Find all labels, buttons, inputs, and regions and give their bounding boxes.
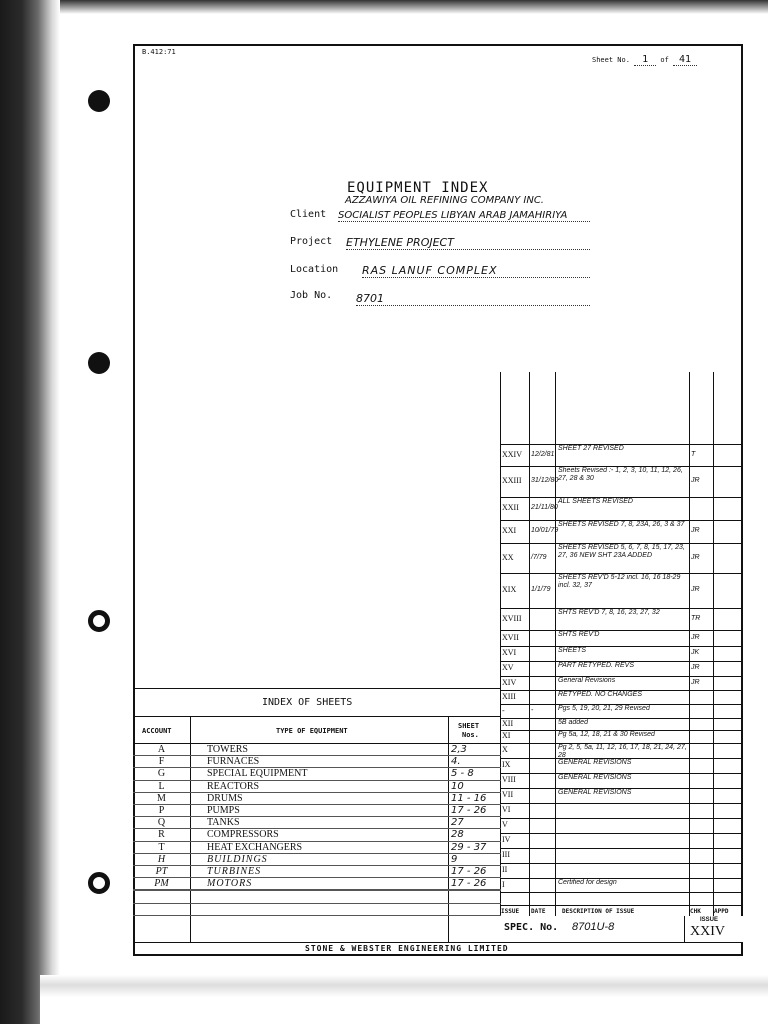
rev-checked: JK (691, 649, 700, 656)
sheet-nos: 28 (451, 829, 464, 841)
revision-row (500, 803, 743, 818)
account-code: PT (155, 866, 168, 877)
rev-checked: JR (691, 553, 700, 561)
revision-row (500, 848, 743, 863)
rev-appd-header: APPD (714, 908, 729, 915)
equipment-type: COMPRESSORS (207, 829, 279, 841)
rev-date: - (531, 706, 534, 714)
revision-row (500, 543, 743, 573)
table-row (133, 842, 501, 854)
page-title: EQUIPMENT INDEX (347, 180, 489, 196)
punch-hole (88, 610, 110, 632)
sheet-nos: 9 (451, 853, 458, 865)
rev-description: GENERAL REVISIONS (558, 774, 632, 781)
revision-row (500, 833, 743, 848)
rev-issue: X (502, 745, 508, 754)
revision-row (500, 661, 743, 676)
project-value: ETHYLENE PROJECT (346, 236, 590, 250)
client-line2: SOCIALIST PEOPLES LIBYAN ARAB JAMAHIRIYA (338, 210, 590, 222)
rev-issue: XIII (502, 691, 516, 701)
revision-row (500, 497, 743, 520)
rev-desc-header: DESCRIPTION OF ISSUE (562, 908, 635, 915)
of-label: of (660, 56, 669, 64)
rev-date: /7/79 (531, 553, 547, 561)
spec-divider (684, 916, 685, 942)
revision-row (500, 818, 743, 833)
rev-description: SHEETS REVISED 5, 6, 7, 8, 15, 17, 23, 27, 36 NEW SHT 23A ADDED (558, 544, 685, 559)
equipment-type: TANKS (207, 817, 240, 829)
job-value: 8701 (356, 292, 590, 306)
col-type-header: TYPE OF EQUIPMENT (276, 727, 348, 735)
revision-row (500, 788, 743, 803)
table-row (133, 817, 501, 829)
rev-chk-header: CHK (690, 908, 701, 915)
revision-row (500, 630, 743, 646)
account-code: Q (157, 817, 166, 829)
rev-date: 10/01/79 (531, 527, 559, 534)
rev-issue: VI (502, 805, 511, 814)
rev-checked: JR (691, 586, 700, 593)
empty-row-rule (133, 903, 501, 904)
revision-row (500, 878, 743, 892)
revision-row (500, 676, 743, 690)
table-row (133, 829, 501, 841)
rev-description: Pgs 5, 19, 20, 21, 29 Revised (558, 705, 650, 712)
rev-checked: JR (691, 633, 700, 641)
revision-row (500, 730, 743, 743)
table-row (133, 793, 501, 805)
rev-description: SHEETS REV'D 5-12 incl. 16, 16 18-29 incl. 32, 37 (558, 574, 681, 589)
rev-description: SHEET 27 REVISED (558, 445, 624, 452)
rev-checked: JR (691, 664, 700, 671)
rev-description: Pg 2, 5, 5a, 11, 12, 16, 17, 18, 21, 24, 27, 28 (558, 744, 687, 759)
rev-description: SHEETS REVISED 7, 8, 23A, 26, 3 & 37 (558, 521, 685, 528)
sheet-nos: 17 - 26 (451, 866, 487, 877)
rev-description: GENERAL REVISIONS (558, 759, 632, 766)
rev-issue: XI (502, 731, 511, 740)
rev-checked: JR (691, 527, 700, 534)
account-code: P (158, 805, 165, 816)
rev-description: SHTS REV'D (558, 631, 600, 638)
sheet-nos: 2,3 (451, 744, 467, 755)
punch-hole (88, 872, 110, 894)
rev-issue: XX (502, 552, 514, 562)
scan-top-edge (0, 0, 768, 14)
equipment-type: MOTORS (207, 878, 253, 890)
table-row (133, 768, 501, 780)
col-sheet-sub-header: Nos. (462, 731, 479, 739)
rev-description: PART RETYPED. REVS (558, 662, 634, 669)
rev-issue: IV (502, 835, 511, 844)
revision-row (500, 573, 743, 608)
rev-checked: JR (691, 678, 700, 686)
rev-checked: JR (691, 477, 700, 484)
rev-issue: III (502, 850, 510, 859)
job-label: Job No. (290, 290, 333, 301)
scan-bottom-edge (40, 975, 768, 1024)
company-footer: STONE & WEBSTER ENGINEERING LIMITED (305, 944, 509, 953)
index-top-rule (133, 688, 501, 689)
sheet-nos: 27 (451, 817, 464, 829)
sheet-label: Sheet No. (592, 56, 630, 64)
rev-date-header: DATE (531, 908, 546, 915)
revision-row (500, 773, 743, 788)
index-title: INDEX OF SHEETS (262, 697, 353, 708)
rev-issue: XXIV (502, 449, 522, 459)
table-row (133, 854, 501, 866)
revision-row (500, 704, 743, 718)
revision-row (500, 466, 743, 497)
equipment-type: REACTORS (207, 780, 260, 792)
account-code: T (158, 841, 165, 853)
rev-issue: XIX (502, 585, 517, 594)
doc-ref: B.412:71 (142, 48, 176, 56)
rev-issue-header: ISSUE (501, 908, 520, 915)
table-row (133, 756, 501, 768)
empty-row-rule (133, 915, 501, 916)
spec-label: SPEC. No. (504, 922, 559, 933)
rev-row-rule (500, 892, 743, 893)
client-line1: AZZAWIYA OIL REFINING COMPANY INC. (345, 195, 544, 206)
issue-value: XXIV (690, 924, 725, 939)
index-title-rule (133, 716, 501, 717)
col-account-header: ACCOUNT (142, 727, 172, 735)
footer-top-rule (133, 942, 743, 943)
account-code: G (157, 768, 166, 780)
sheet-nos: 29 - 37 (451, 841, 487, 853)
rev-issue: XII (502, 718, 514, 728)
scan-left-edge (0, 0, 60, 1024)
sheet-nos: 4. (451, 756, 461, 768)
revision-row (500, 608, 743, 630)
revision-row (500, 646, 743, 661)
equipment-type: SPECIAL EQUIPMENT (207, 768, 308, 780)
punch-hole (88, 352, 110, 374)
rev-issue: II (502, 865, 508, 874)
rev-issue: XVI (502, 648, 517, 657)
table-row (133, 866, 501, 878)
account-code: PM (154, 878, 169, 890)
issue-label: ISSUE (700, 917, 719, 923)
location-label: Location (290, 264, 339, 275)
rev-description: SHEETS (558, 647, 587, 654)
revision-row (500, 718, 743, 730)
rev-date: 12/2/81 (531, 450, 555, 458)
table-row (133, 744, 501, 756)
empty-row-rule (133, 890, 501, 891)
spec-block (500, 916, 743, 942)
rev-issue: VII (502, 790, 514, 799)
equipment-type: TURBINES (207, 866, 262, 877)
equipment-type: HEAT EXCHANGERS (207, 841, 303, 853)
sheet-nos: 17 - 26 (451, 805, 487, 816)
equipment-type: TOWERS (207, 744, 248, 755)
rev-description: RETYPED. NO CHANGES (558, 691, 643, 698)
account-code: M (157, 792, 166, 804)
rev-date: 21/11/80 (531, 504, 558, 511)
rev-issue: IX (502, 760, 511, 769)
rev-date: 1/1/79 (531, 586, 551, 593)
rev-issue: V (502, 820, 508, 829)
rev-issue: XV (502, 663, 514, 672)
col-sheet-header: SHEET (458, 722, 480, 730)
equipment-type: PUMPS (207, 805, 240, 816)
sheet-nos: 5 - 8 (451, 768, 474, 780)
rev-issue: XVIII (502, 613, 522, 623)
spec-number: 8701U-8 (572, 921, 615, 933)
rev-description: GENERAL REVISIONS (558, 789, 632, 796)
equipment-type: FURNACES (207, 756, 260, 768)
rev-issue: XVII (502, 632, 519, 642)
account-code: L (158, 780, 165, 792)
punch-hole (88, 90, 110, 112)
rev-description: Pg 5a, 12, 18, 21 & 30 Revised (558, 731, 655, 738)
rev-issue: I (502, 879, 505, 889)
account-code: A (157, 744, 166, 755)
rev-issue: - (502, 705, 505, 715)
account-code: R (158, 829, 165, 841)
table-row (133, 805, 501, 817)
location-value: RAS LANUF COMPLEX (362, 264, 590, 278)
sheet-nos: 17 - 26 (451, 878, 487, 890)
rev-issue: XXIII (502, 476, 522, 485)
revision-row (500, 444, 743, 466)
rev-description: ALL SHEETS REVISED (558, 498, 633, 505)
rev-issue: XXII (502, 503, 519, 512)
sheet-nos: 11 - 16 (451, 792, 487, 804)
rev-description: Sheets Revised :- 1, 2, 3, 10, 11, 12, 26, 27, 28 & 30 (558, 467, 683, 482)
rev-date: 31/12/80 (531, 477, 559, 484)
sheet-number (592, 54, 697, 66)
client-label: Client (290, 209, 327, 220)
total-sheets: 41 (673, 54, 697, 66)
rev-description: 5B added (558, 719, 588, 726)
table-row (133, 878, 501, 890)
revision-row (500, 520, 743, 543)
rev-checked: T (691, 450, 696, 458)
revision-row (500, 758, 743, 773)
rev-issue: XIV (502, 677, 517, 687)
revision-row (500, 690, 743, 704)
rev-description: General Revisions (558, 677, 616, 684)
equipment-type: BUILDINGS (207, 853, 268, 865)
table-row (133, 781, 501, 793)
account-code: H (157, 853, 166, 865)
revision-row (500, 743, 743, 758)
revision-row (500, 863, 743, 878)
rev-description: SHTS REV'D 7, 8, 16, 23, 27, 32 (558, 609, 660, 616)
rev-description: Certified for design (558, 879, 617, 886)
rev-issue: VIII (502, 775, 516, 784)
equipment-type: DRUMS (207, 792, 243, 804)
sheet-value: 1 (634, 54, 656, 66)
rev-issue: XXI (502, 526, 517, 535)
sheet-nos: 10 (451, 780, 464, 792)
rev-checked: TR (691, 614, 701, 622)
account-code: F (158, 756, 165, 768)
project-label: Project (290, 236, 333, 247)
